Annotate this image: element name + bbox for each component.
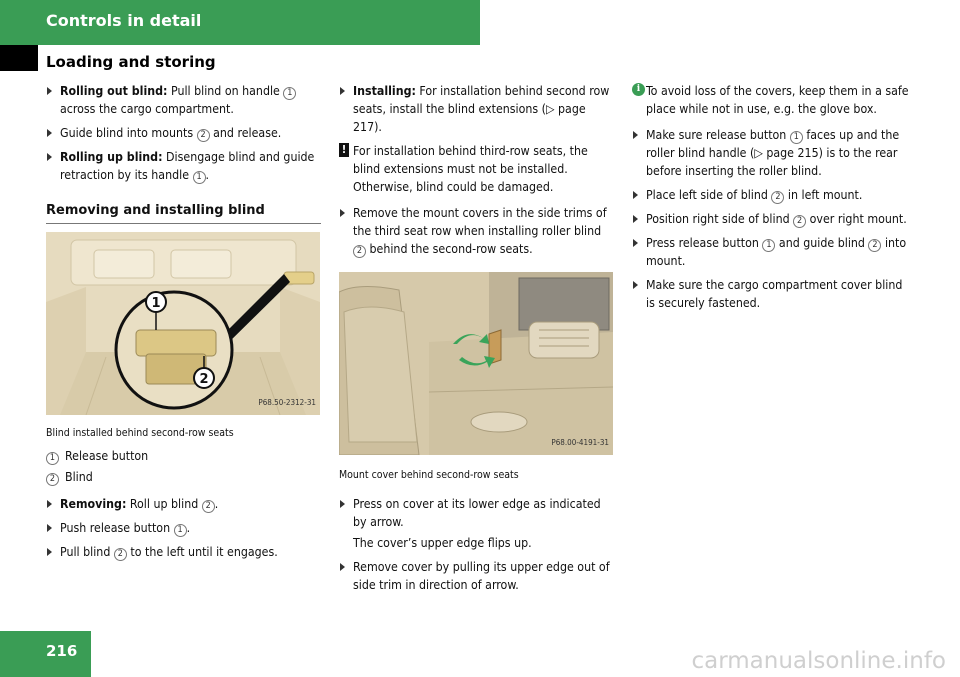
- step-press-cover: [339, 495, 614, 531]
- step-text: to the left until it engages.: [126, 545, 278, 559]
- step-installing: [339, 82, 614, 136]
- chapter-title: Controls in detail: [46, 11, 202, 30]
- step-text: Pull blind on handle: [167, 84, 284, 98]
- callout-ref: 2: [114, 548, 127, 561]
- section-marker: [0, 45, 38, 71]
- figure-callout-1: 1: [151, 296, 161, 311]
- step-text: in left mount.: [784, 188, 863, 202]
- step-text: behind the second-row seats.: [366, 242, 533, 256]
- step-remove-cover: [339, 558, 614, 594]
- figure-callout-2: 2: [199, 372, 209, 387]
- step-text: across the cargo compartment.: [60, 102, 234, 116]
- warning-icon: !: [339, 143, 349, 157]
- info-icon: i: [632, 83, 645, 96]
- column-2: [339, 82, 614, 600]
- callout-ref: 1: [193, 171, 206, 184]
- step-text: Make sure the cargo compartment cover blind is securely fastened.: [646, 278, 903, 310]
- callout-ref: 1: [174, 524, 187, 537]
- step-guide-blind: [46, 124, 321, 142]
- step-label: Removing:: [60, 497, 127, 511]
- step-arrow-icon: [47, 153, 52, 161]
- step-text: into mount.: [646, 236, 907, 268]
- callout-ref: 1: [790, 131, 803, 144]
- step-check-fastened: [632, 276, 914, 312]
- step-check-release: [632, 126, 914, 180]
- warning-text: For installation behind third-row seats, the blind extensions must not be installed. Otherwise, blind could be damaged.: [353, 144, 588, 194]
- step-arrow-icon: [340, 500, 345, 508]
- step-text: Remove the mount covers in the side trims of the third seat row when installing roller blind: [353, 206, 607, 238]
- step-text: Roll up blind: [126, 497, 202, 511]
- watermark: carmanualsonline.info: [691, 648, 946, 674]
- callout-ref: 1: [762, 239, 775, 252]
- step-label: Rolling out blind:: [60, 84, 168, 98]
- step-text: .: [186, 521, 191, 535]
- step-arrow-icon: [47, 129, 52, 137]
- step-text: and release.: [209, 126, 282, 140]
- step-label: Installing:: [353, 84, 416, 98]
- step-arrow-icon: [47, 500, 52, 508]
- callout-ref: 2: [202, 500, 215, 513]
- step-removing: [46, 495, 321, 513]
- step-arrow-icon: [633, 281, 638, 289]
- step-label: Rolling up blind:: [60, 150, 163, 164]
- info-note: [632, 82, 914, 118]
- info-text: To avoid loss of the covers, keep them in a safe place while not in use, e.g. the glove box.: [646, 84, 909, 116]
- step-text: Guide blind into mounts: [60, 126, 197, 140]
- legend-item: [46, 447, 321, 465]
- figure-mount-cover: [339, 272, 613, 455]
- callout-ref: 2: [353, 245, 366, 258]
- step-text: Make sure release button: [646, 128, 790, 142]
- step-text: .: [205, 168, 210, 182]
- step-arrow-icon: [47, 548, 52, 556]
- step-arrow-icon: [633, 191, 638, 199]
- figure-blind-installed: [46, 232, 320, 415]
- step-text: Push release button: [60, 521, 174, 535]
- column-3: [632, 82, 914, 318]
- page-number: 216: [46, 642, 78, 660]
- legend-item: [46, 468, 321, 486]
- column-1: [46, 82, 321, 567]
- step-rolling-up: [46, 148, 321, 184]
- step-arrow-icon: [633, 215, 638, 223]
- callout-ref: 2: [868, 239, 881, 252]
- step-text: Pull blind: [60, 545, 114, 559]
- callout-ref: 2: [793, 215, 806, 228]
- figure-code: P68.00-4191-31: [551, 438, 609, 447]
- step-text: .: [214, 497, 219, 511]
- step-arrow-icon: [633, 131, 638, 139]
- step-text: over right mount.: [806, 212, 907, 226]
- step-text: Position right side of blind: [646, 212, 794, 226]
- step-text: and guide blind: [775, 236, 869, 250]
- step-position-right: [632, 210, 914, 228]
- section-title: Loading and storing: [46, 53, 216, 71]
- step-arrow-icon: [340, 87, 345, 95]
- step-result: The cover’s upper edge flips up.: [353, 536, 532, 550]
- step-press-release-guide: [632, 234, 914, 270]
- figure-caption: Mount cover behind second-row seats: [339, 469, 519, 481]
- cargo-blind-illustration: [46, 232, 320, 415]
- step-rolling-out: [46, 82, 321, 118]
- mount-cover-illustration: [339, 272, 613, 455]
- legend-number: 2: [46, 473, 59, 486]
- step-arrow-icon: [340, 563, 345, 571]
- subheading: Removing and installing blind: [46, 202, 321, 224]
- figure-code: P68.50-2312-31: [258, 398, 316, 407]
- step-arrow-icon: [47, 524, 52, 532]
- legend-label: Blind: [65, 470, 93, 484]
- step-text: Place left side of blind: [646, 188, 772, 202]
- step-text: Remove cover by pulling its upper edge out of side trim in direction of arrow.: [353, 560, 610, 592]
- legend-label: Release button: [65, 449, 149, 463]
- callout-ref: 1: [283, 87, 296, 100]
- step-text: Press release button: [646, 236, 763, 250]
- step-text: Press on cover at its lower edge as indicated by arrow.: [353, 497, 601, 529]
- step-arrow-icon: [633, 239, 638, 247]
- step-text: Disengage blind and guide retraction by its handle: [60, 150, 315, 182]
- step-text: faces up and the roller blind handle (▷ page 215) is to the rear before inserting the roller blind.: [646, 128, 900, 178]
- step-remove-mount-covers: [339, 204, 614, 258]
- step-arrow-icon: [340, 209, 345, 217]
- step-text: For installation behind second row seats, install the blind extensions (▷ page 217).: [353, 84, 610, 134]
- callout-ref: 2: [771, 191, 784, 204]
- step-push-release: [46, 519, 321, 537]
- warning-note: [339, 142, 614, 196]
- step-pull-blind: [46, 543, 321, 561]
- step-place-left: [632, 186, 914, 204]
- step-arrow-icon: [47, 87, 52, 95]
- callout-ref: 2: [197, 129, 210, 142]
- figure-caption: Blind installed behind second-row seats: [46, 427, 234, 439]
- legend-number: 1: [46, 452, 59, 465]
